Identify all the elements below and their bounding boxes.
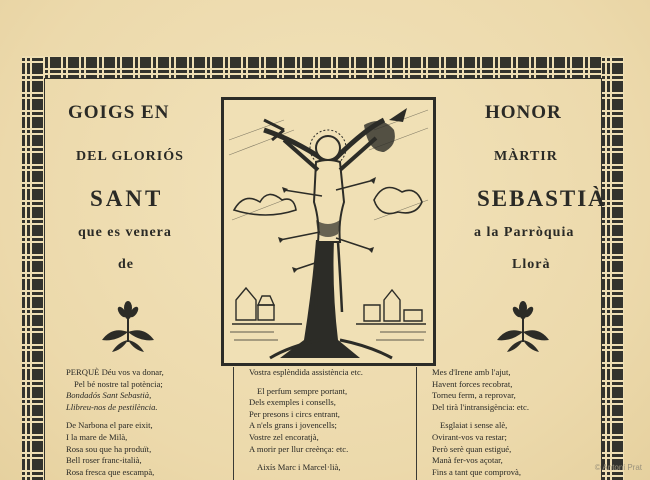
verse-line: I la mare de Milà,: [66, 431, 128, 442]
verse-line: Rosa sou que ha produït,: [66, 443, 152, 454]
verse-line: Dels exemples i consells,: [249, 397, 336, 408]
verse-line: Havent forces recobrat,: [432, 378, 513, 389]
verse-line: Rosa fresca que escampà,: [66, 466, 155, 477]
verse-column-2: [249, 367, 409, 474]
inner-border-line-left: [44, 78, 45, 480]
inner-border-line-right: [601, 78, 602, 480]
verse-column-1: [66, 367, 226, 478]
title-sebastia: SEBASTIÀ: [477, 186, 607, 211]
title-que-es-venera: que es venera: [78, 225, 172, 240]
verse-line: Esglaiat i sense alè,: [440, 420, 508, 431]
verse-line: PERQUÈ Déu vos va donar,: [66, 367, 164, 377]
column-divider: [416, 367, 417, 480]
verse-line: Però serè quan estigué,: [432, 443, 512, 454]
title-goigs-en: GOIGS EN: [68, 102, 170, 123]
greek-key-border-top: [22, 56, 624, 78]
verse-line: A n'els grans i jovencells;: [249, 420, 337, 431]
verse-line: Vostra esplèndida assistència etc.: [249, 367, 363, 377]
verse-line: Del tirà l'intransigència: etc.: [432, 401, 529, 412]
verse-line: A morir per llur creènça: etc.: [249, 443, 349, 454]
title-llora: Llorà: [512, 257, 551, 272]
verse-line: Per presons i circs entrant,: [249, 408, 340, 419]
title-honor: HONOR: [485, 102, 562, 123]
title-del-glorios: DEL GLORIÓS: [76, 149, 184, 164]
title-sant: SANT: [90, 186, 164, 211]
inner-border-line-top: [44, 78, 602, 79]
title-de: de: [118, 257, 134, 272]
title-a-la-parroquia: a la Parròquia: [474, 225, 575, 240]
verse-line: Manà fer-vos açotar,: [432, 455, 503, 466]
verse-line: Bell roser franc-italià,: [66, 455, 142, 466]
greek-key-border-left: [22, 56, 44, 480]
verse-column-3: [432, 367, 592, 478]
flower-ornament-icon: [100, 298, 156, 354]
copyright-watermark: © Antoni Prat: [594, 463, 642, 472]
verse-line: El perfum sempre portant,: [257, 385, 348, 396]
title-martir: MÀRTIR: [494, 149, 558, 164]
verse-line: Ovirant-vos va restar;: [432, 431, 507, 442]
column-divider: [233, 367, 234, 480]
refrain-line: Bondadós Sant Sebastià,: [66, 390, 152, 401]
verse-line: Mes d'Irene amb l'ajut,: [432, 367, 511, 377]
verse-line: Fins a tant que comprovà,: [432, 466, 522, 477]
saint-sebastian-woodcut: [221, 97, 436, 366]
verse-line: De Narbona el pare eixit,: [66, 420, 153, 431]
verse-line: Torneu ferm, a reprovar,: [432, 390, 516, 401]
verse-line: Pel bé nostre tal potència;: [74, 378, 163, 389]
verse-line: Aixís Marc i Marcel·lià,: [257, 462, 341, 473]
verse-line: Vostre zel encoratjà,: [249, 431, 319, 442]
flower-ornament-icon: [495, 298, 551, 354]
refrain-line: Llibreu-nos de pestilència.: [66, 401, 158, 412]
greek-key-border-right: [602, 56, 624, 480]
